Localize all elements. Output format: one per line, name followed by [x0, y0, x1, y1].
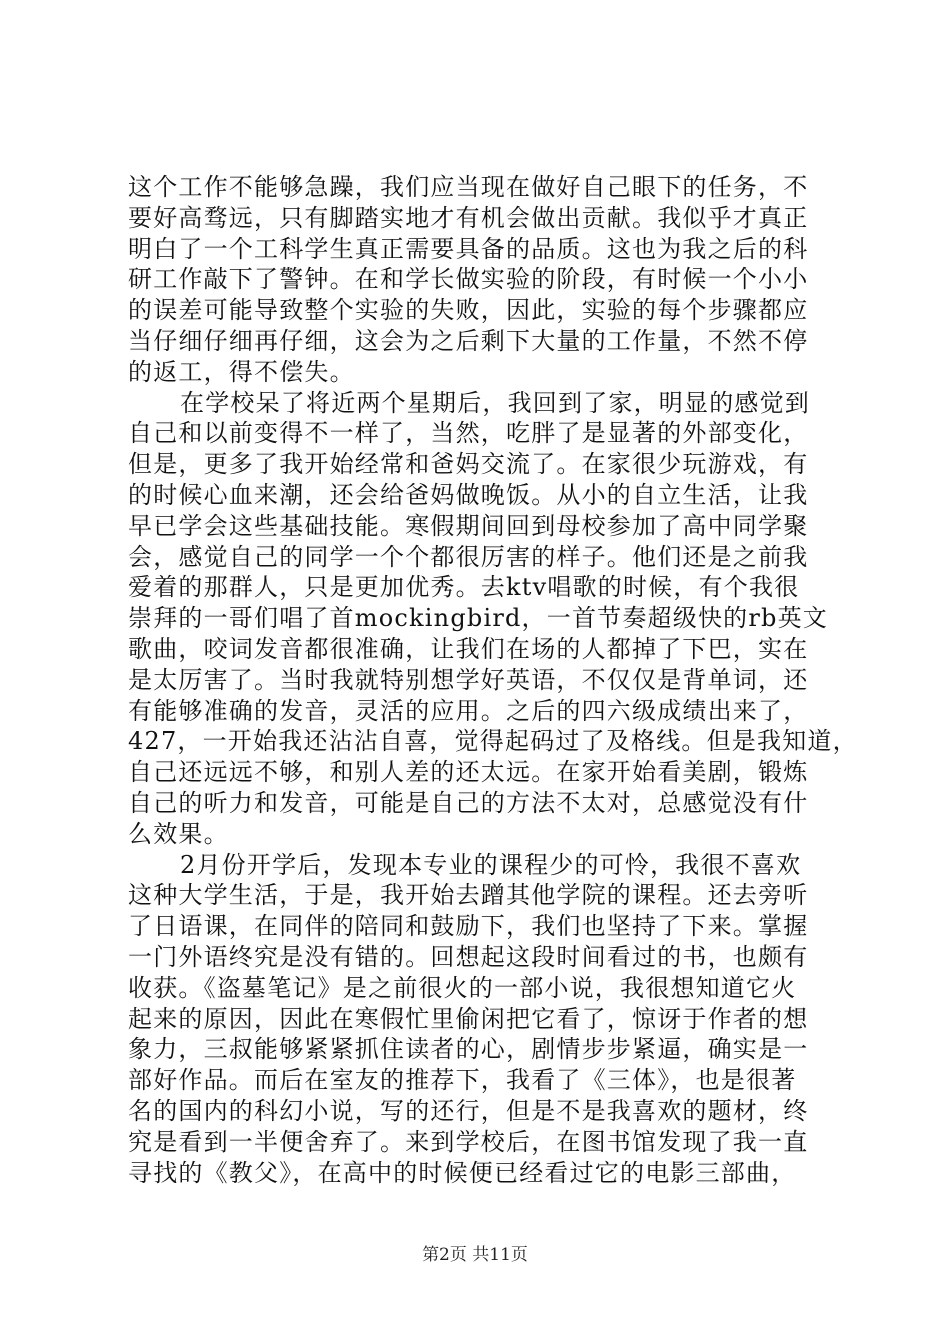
page-footer: 第2页 共11页: [422, 1245, 528, 1265]
text-line: 崇拜的一哥们唱了首mockingbird，一首节奏超级快的rb英文: [128, 604, 828, 633]
text-line: 要好高骛远，只有脚踏实地才有机会做出贡献。我似乎才真正: [128, 203, 809, 232]
text-line: 部好作品。而后在室友的推荐下，我看了《三体》，也是很著: [128, 1066, 797, 1095]
text-line: 在学校呆了将近两个星期后，我回到了家，明显的感觉到: [180, 388, 810, 417]
body-text: [128, 172, 858, 1188]
text-line: 自己还远远不够，和别人差的还太远。在家开始看美剧，锻炼: [128, 758, 809, 787]
text-line: 427，一开始我还沾沾自喜，觉得起码过了及格线。但是我知道，: [128, 727, 858, 756]
text-line: 自己和以前变得不一样了，当然，吃胖了是显著的外部变化，: [128, 419, 809, 448]
text-line: 歌曲，咬词发音都很准确，让我们在场的人都掉了下巴，实在: [128, 634, 809, 663]
text-line: 象力，三叔能够紧紧抓住读者的心，剧情步步紧逼，确实是一: [128, 1035, 809, 1064]
text-line: 当仔细仔细再仔细，这会为之后剩下大量的工作量，不然不停: [128, 326, 809, 355]
text-line: 的误差可能导致整个实验的失败，因此，实验的每个步骤都应: [128, 296, 809, 325]
text-line: 起来的原因，因此在寒假忙里偷闲把它看了，惊讶于作者的想: [128, 1004, 809, 1033]
text-line: 会，感觉自己的同学一个个都很厉害的样子。他们还是之前我: [128, 542, 809, 571]
text-line: 爱着的那群人，只是更加优秀。去ktv唱歌的时候，有个我很: [128, 573, 800, 602]
text-line: 但是，更多了我开始经常和爸妈交流了。在家很少玩游戏，有: [128, 450, 809, 479]
text-line: 了日语课，在同伴的陪同和鼓励下，我们也坚持了下来。掌握: [128, 912, 809, 941]
text-line: 究是看到一半便舍弃了。来到学校后，在图书馆发现了我一直: [128, 1127, 809, 1156]
text-line: 名的国内的科幻小说，写的还行，但是不是我喜欢的题材，终: [128, 1096, 809, 1125]
text-line: 这种大学生活，于是，我开始去蹭其他学院的课程。还去旁听: [128, 881, 809, 910]
text-line: 有能够准确的发音，灵活的应用。之后的四六级成绩出来了，: [128, 696, 809, 725]
text-line: 的返工，得不偿失。: [128, 357, 355, 386]
text-line: 这个工作不能够急躁，我们应当现在做好自己眼下的任务，不: [128, 173, 809, 201]
text-line: 的时候心血来潮，还会给爸妈做晚饭。从小的自立生活，让我: [128, 480, 809, 509]
text-line: 明白了一个工科学生真正需要具备的品质。这也为我之后的科: [128, 234, 809, 263]
text-line: 是太厉害了。当时我就特别想学好英语，不仅仅是背单词，还: [128, 665, 809, 694]
text-line: 么效果。: [128, 819, 229, 848]
text-line: 一门外语终究是没有错的。回想起这段时间看过的书，也颇有: [128, 942, 809, 971]
text-line: 收获。《盗墓笔记》是之前很火的一部小说，我很想知道它火: [128, 973, 797, 1002]
text-line: 自己的听力和发音，可能是自己的方法不太对，总感觉没有什: [128, 788, 809, 817]
text-line: 早已学会这些基础技能。寒假期间回到母校参加了高中同学聚: [128, 511, 809, 540]
text-line: 研工作敲下了警钟。在和学长做实验的阶段，有时候一个小小: [128, 265, 809, 294]
text-line: 2月份开学后，发现本专业的课程少的可怜，我很不喜欢: [180, 850, 802, 879]
text-line: 寻找的《教父》，在高中的时候便已经看过它的电影三部曲，: [128, 1158, 797, 1187]
